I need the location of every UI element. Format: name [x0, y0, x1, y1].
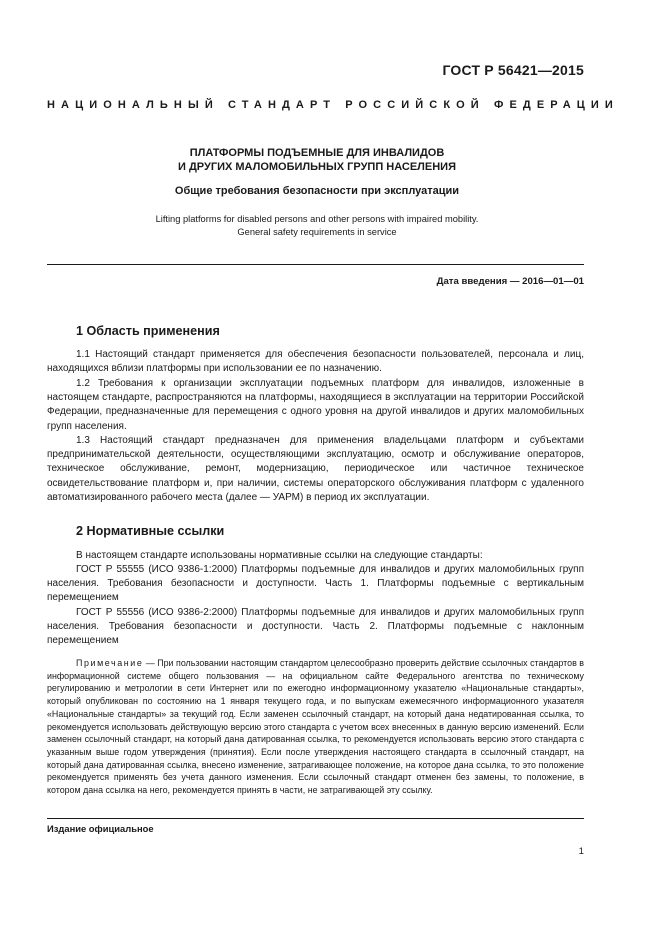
paragraph-1-1: 1.1 Настоящий стандарт применяется для обеспечения безопасности пользователей, персонала и лиц, находящихся вблизи платформы при использовании ее по назначению. — [47, 349, 584, 375]
paragraph-1-2: 1.2 Требования к организации эксплуатации подъемных платформ для инвалидов, изложенные в настоящем стандарте, распространяются на платформы, находящиеся в эксплуатации на территории Российской Федерации, предназначенные для перемещения с одного уровня на другой инвалидов и других маломобильных групп населения. — [47, 378, 584, 432]
title-line-2: И ДРУГИХ МАЛОМОБИЛЬНЫХ ГРУПП НАСЕЛЕНИЯ — [178, 161, 456, 173]
header-divider — [47, 264, 584, 265]
english-title-line-2: General safety requirements in service — [237, 226, 397, 237]
paragraph-1-3: 1.3 Настоящий стандарт предназначен для применения владельцами платформ и субъектами предпринимательской деятельности, осуществляющими эксплуатацию, осмотр и обслуживание операторов, техническое обслуживание, ремонт, модернизацию, периодическое или частичное техническое освидетельствование платформ и, при наличии, системы операторского обслуживания платформ с удаленного автоматизированного рабочего места (далее — УАРМ) в период их эксплуатации. — [47, 435, 584, 503]
note-label: Примечание — [76, 658, 144, 668]
introduction-date: Дата введения — 2016—01—01 — [436, 276, 584, 287]
paragraph-2-intro: В настоящем стандарте использованы нормативные ссылки на следующие стандарты: — [76, 550, 483, 561]
page-number: 1 — [578, 846, 584, 857]
reference-gost-55555: ГОСТ Р 55555 (ИСО 9386-1:2000) Платформы подъемные для инвалидов и других маломобильных групп населения. Требования безопасности и доступности. Часть 1. Платформы подъемные с вертикальным перемещением — [47, 564, 584, 604]
title-line-1: ПЛАТФОРМЫ ПОДЪЕМНЫЕ ДЛЯ ИНВАЛИДОВ — [189, 147, 445, 159]
standard-banner: НАЦИОНАЛЬНЫЙ СТАНДАРТ РОССИЙСКОЙ ФЕДЕРАЦИИ — [47, 99, 619, 111]
english-title — [47, 213, 587, 238]
english-title-line-1: Lifting platforms for disabled persons and other persons with impaired mobility. — [155, 214, 479, 224]
document-number: ГОСТ Р 56421—2015 — [442, 62, 584, 78]
note-paragraph — [47, 657, 584, 797]
document-title — [47, 146, 587, 174]
section-1-heading: 1 Область применения — [76, 324, 220, 338]
note-text: — При пользовании настоящим стандартом целесообразно проверить действие ссылочных стандартов в информационной системе общего пользования — на официальном сайте Федерального агентства по техническому регулированию и метрологии в сети Интернет или по ежегодно информационному указателю «Национальные стандарты», который опубликован по состоянию на 1 января текущего года, и по выпускам ежемесячного информационного указателя «Национальные стандарты» за текущий год. Если заменен ссылочный стандарт, на который дана недатированная ссылка, то рекомендуется использовать действующую версию этого стандарта с учетом всех внесенных в данную версию изменений. Если заменен ссылочный стандарт, на который дана датированная ссылка, то рекомендуется использовать версию этого стандарта с указанным выше годом утверждения (принятия). Если после утверждения настоящего стандарта в ссылочный стандарт, на который дана датированная ссылка, внесено изменение, затрагивающее положение, на которое дана ссылка, то это положение рекомендуется применять без учета данного изменения. Если ссылочный стандарт отменен без замены, то положение, в котором дана ссылка на него, рекомендуется принять в части, не затрагивающей эту ссылку. — [47, 658, 584, 796]
footer-divider — [47, 818, 584, 819]
edition-label: Издание официальное — [47, 823, 154, 834]
reference-gost-55556: ГОСТ Р 55556 (ИСО 9386-2:2000) Платформы подъемные для инвалидов и других маломобильных групп населения. Требования безопасности и доступности. Часть 2. Платформы подъемные с наклонным перемещением — [47, 607, 584, 647]
document-subtitle: Общие требования безопасности при эксплуатации — [174, 185, 460, 197]
section-2-heading: 2 Нормативные ссылки — [76, 524, 225, 538]
